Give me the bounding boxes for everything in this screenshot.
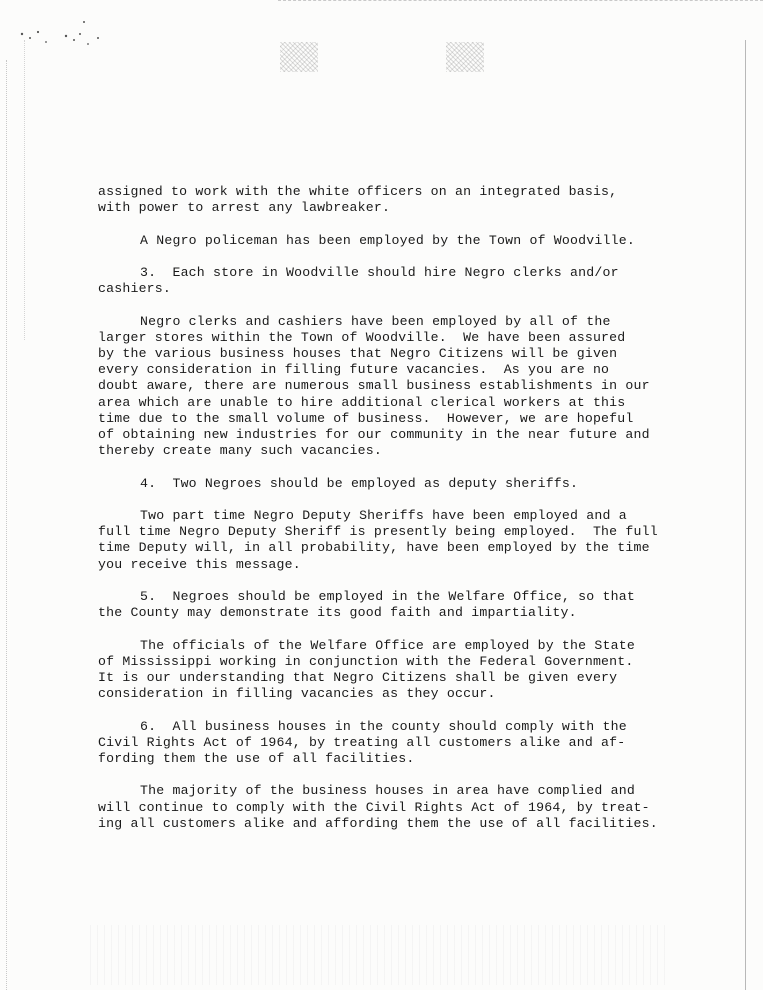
- text-line: Negro clerks and cashiers have been employed by all of the: [140, 313, 611, 329]
- text-line: of obtaining new industries for our community in the near future and: [98, 427, 650, 442]
- text-line: Civil Rights Act of 1964, by treating all customers alike and af-: [98, 734, 626, 750]
- text-line: will continue to comply with the Civil Rights Act of 1964, by treat-: [98, 799, 650, 815]
- scan-edge-right: [745, 40, 746, 990]
- paragraph: [98, 233, 698, 249]
- letter-body: [98, 184, 698, 848]
- paragraph: [98, 783, 698, 832]
- text-line: 5. Negroes should be employed in the Welfare Office, so that: [140, 588, 635, 604]
- text-line: of Mississippi working in conjunction with the Federal Government.: [98, 653, 634, 669]
- scan-edge-left: [6, 60, 7, 990]
- scan-specks: [18, 20, 108, 50]
- text-line: 6. All business houses in the county should comply with the: [140, 718, 627, 734]
- text-line: you receive this message.: [98, 556, 301, 572]
- text-line: larger stores within the Town of Woodville. We have been assured: [98, 329, 626, 345]
- paragraph: [98, 638, 698, 703]
- text-line: thereby create many such vacancies.: [98, 443, 382, 459]
- text-line: with power to arrest any lawbreaker.: [98, 200, 391, 216]
- paragraph: [98, 719, 698, 768]
- scan-noise-bottom: [90, 925, 670, 985]
- text-line: the County may demonstrate its good faith and impartiality.: [98, 605, 577, 621]
- text-line: full time Negro Deputy Sheriff is presently being employed. The full: [98, 524, 658, 540]
- text-line: assigned to work with the white officers on an integrated basis,: [98, 184, 618, 199]
- scan-smudge-right: [446, 42, 484, 72]
- paragraph: [98, 589, 698, 621]
- text-line: 4. Two Negroes should be employed as deputy sheriffs.: [140, 475, 579, 491]
- text-line: fording them the use of all facilities.: [98, 750, 415, 766]
- text-line: The officials of the Welfare Office are employed by the State: [140, 637, 635, 653]
- text-line: 3. Each store in Woodville should hire Negro clerks and/or: [140, 264, 619, 280]
- paragraph: [98, 314, 698, 460]
- text-line: ing all customers alike and affording them the use of all facilities.: [98, 815, 658, 831]
- text-line: Two part time Negro Deputy Sheriffs have been employed and a: [140, 507, 627, 523]
- text-line: cashiers.: [98, 281, 172, 297]
- scan-smudge-left: [280, 42, 318, 72]
- text-line: It is our understanding that Negro Citizens shall be given every: [98, 669, 618, 685]
- text-line: by the various business houses that Negro Citizens will be given: [98, 345, 618, 361]
- paragraph: [98, 476, 698, 492]
- scan-edge-top: [278, 0, 763, 1]
- text-line: time due to the small volume of business. However, we are hopeful: [98, 410, 634, 426]
- paragraph: [98, 508, 698, 573]
- text-line: area which are unable to hire additional clerical workers at this: [98, 394, 626, 410]
- paragraph: [98, 184, 698, 216]
- text-line: doubt aware, there are numerous small business establishments in our: [98, 378, 650, 394]
- text-line: consideration in filling vacancies as they occur.: [98, 686, 496, 702]
- paragraph: [98, 265, 698, 297]
- scan-edge-left-inner: [24, 40, 25, 340]
- text-line: A Negro policeman has been employed by the Town of Woodville.: [140, 232, 635, 248]
- text-line: time Deputy will, in all probability, have been employed by the time: [98, 540, 650, 556]
- text-line: every consideration in filling future vacancies. As you are no: [98, 362, 610, 378]
- text-line: The majority of the business houses in area have complied and: [140, 783, 635, 799]
